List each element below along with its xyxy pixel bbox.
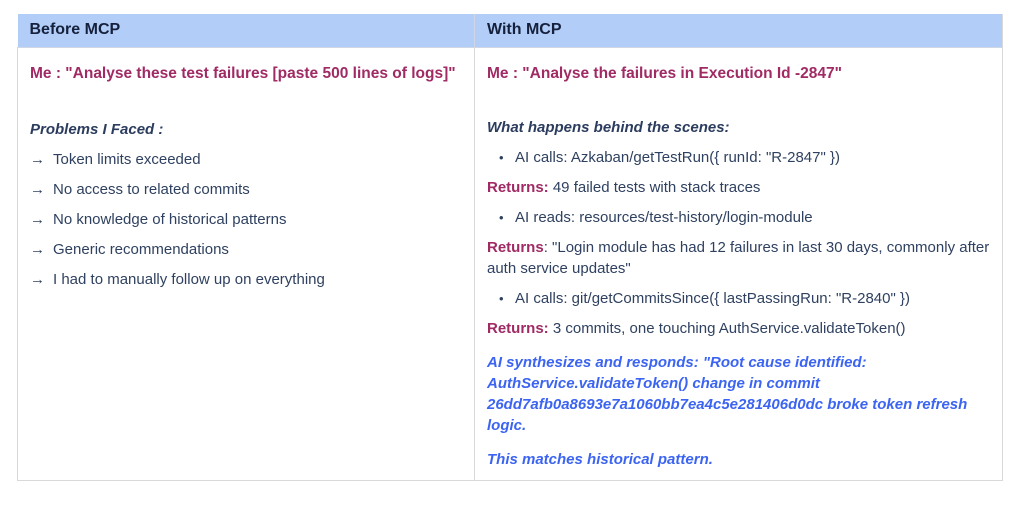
problem-item [30,239,462,260]
column-header-before-mcp: Before MCP [18,14,475,47]
ai-step-text: AI reads: resources/test-history/login-module [515,208,813,226]
bullet-icon: • [499,149,504,165]
user-prompt-before: Me : "Analyse these test failures [paste 500 lines of logs]" [30,64,456,82]
ai-step-text: AI calls: git/getCommitsSince({ lastPassingRun: "R-2840" }) [515,289,910,307]
ai-step-item [499,288,990,309]
behind-the-scenes-heading: What happens behind the scenes: [487,118,730,136]
returns-line [487,237,990,279]
problem-item-text: No access to related commits [53,180,250,198]
with-mcp-cell [475,47,1003,480]
problem-item [30,179,462,200]
returns-text: 3 commits, one touching AuthService.validateToken() [548,319,906,337]
returns-text: 49 failed tests with stack traces [548,178,761,196]
bullet-icon: • [499,209,504,225]
header-row [18,14,1003,47]
column-header-with-mcp: With MCP [475,14,1003,47]
problem-item [30,269,462,290]
ai-step-item [499,147,990,168]
arrow-icon: → [30,270,45,288]
arrow-icon: → [30,150,45,168]
returns-line [487,318,990,339]
returns-label: Returns: [487,319,549,337]
problem-item [30,149,462,170]
ai-conclusion-text: This matches historical pattern. [487,450,713,468]
ai-step-text: AI calls: Azkaban/getTestRun({ runId: "R-2847" }) [515,148,840,166]
ai-step-item [499,207,990,228]
problem-item [30,209,462,230]
returns-label: Returns: [487,178,549,196]
arrow-icon: → [30,240,45,258]
body-row [18,47,1003,480]
user-prompt-with: Me : "Analyse the failures in Execution Id -2847" [487,64,842,82]
returns-label: Returns [487,238,544,256]
problem-item-text: Token limits exceeded [53,150,201,168]
arrow-icon: → [30,210,45,228]
problem-item-text: I had to manually follow up on everything [53,270,325,288]
comparison-table [17,14,1003,481]
before-mcp-cell [18,47,475,480]
problems-heading: Problems I Faced : [30,120,164,138]
problem-item-text: No knowledge of historical patterns [53,210,287,228]
ai-synthesis-text: AI synthesizes and responds: "Root cause identified: AuthService.validateToken() change in commit 26dd7afb0a8693e7a1060bb7ea4c5e281406d0dc broke token refresh logic. [487,353,968,434]
problem-item-text: Generic recommendations [53,240,229,258]
returns-line [487,177,990,198]
bullet-icon: • [499,290,504,306]
returns-text: : "Login module has had 12 failures in last 30 days, commonly after auth service updates" [487,238,990,277]
arrow-icon: → [30,180,45,198]
